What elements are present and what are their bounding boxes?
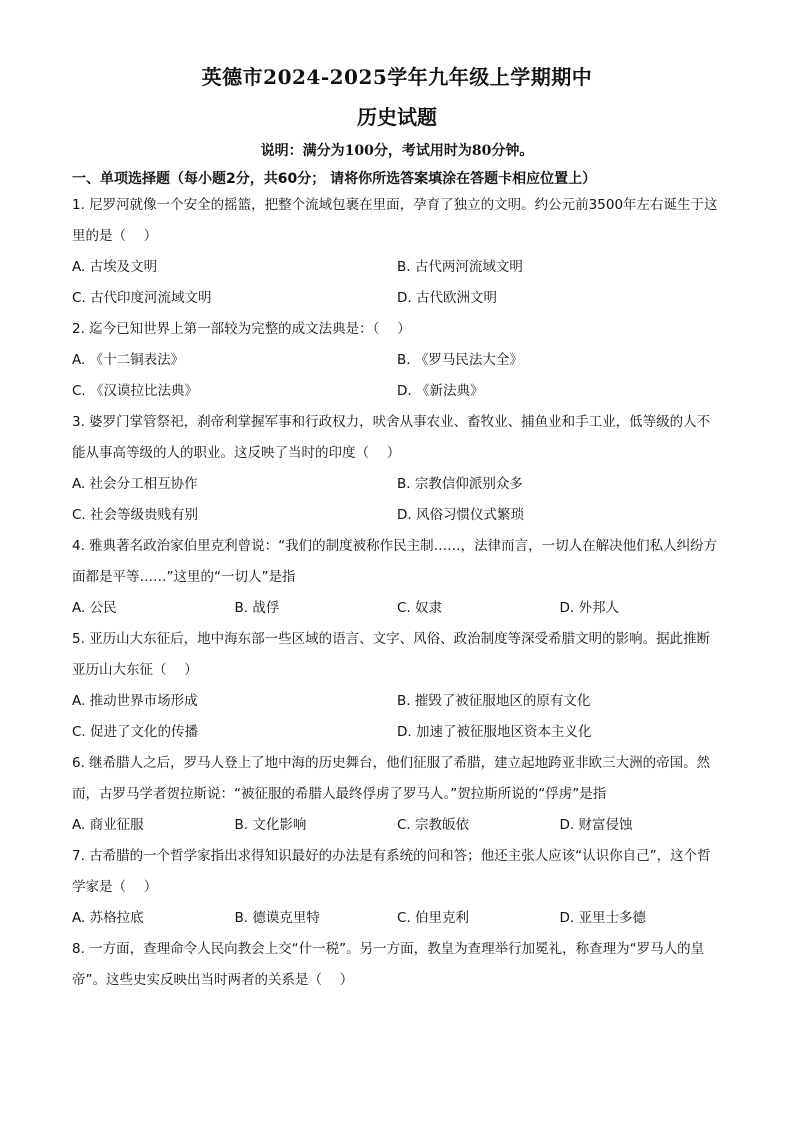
question-1	[72, 190, 722, 314]
option-d: D. 风俗习惯仪式繁琐	[397, 507, 524, 523]
option-b: B. 宗教信仰派别众多	[397, 476, 523, 492]
option-c: C. 宗教皈依	[397, 817, 470, 833]
option-c: C. 奴隶	[397, 600, 443, 616]
question-stem: 3. 婆罗门掌管祭祀，刹帝利掌握军事和行政权力，吠舍从事农业、畜牧业、捕鱼业和手工业，低等级的人不能从事高等级的人的职业。这反映了当时的印度（ ）	[72, 414, 711, 461]
exam-page	[72, 62, 722, 996]
question-options	[72, 593, 722, 624]
question-stem: 4. 雅典著名政治家伯里克利曾说：“我们的制度被称作民主制……，法律而言，一切人在解决他们私人纠纷方面都是平等……”这里的“一切人”是指	[72, 538, 718, 585]
question-options	[72, 810, 722, 841]
option-a: A. 社会分工相互协作	[72, 476, 198, 492]
option-d: D. 财富侵蚀	[559, 817, 633, 833]
question-stem: 1. 尼罗河就像一个安全的摇篮，把整个流域包裹在里面，孕育了独立的文明。约公元前3500年左右诞生于这里的是（ ）	[72, 197, 718, 244]
question-options	[72, 903, 722, 934]
question-options	[72, 345, 722, 407]
exam-notice: 说明：满分为100分，考试用时为80分钟。	[260, 143, 534, 159]
option-a: A. 推动世界市场形成	[72, 693, 198, 709]
option-c: C. 《汉谟拉比法典》	[72, 383, 199, 399]
question-4	[72, 531, 722, 624]
option-b: B. 《罗马民法大全》	[397, 352, 523, 368]
option-b: B. 摧毁了被征服地区的原有文化	[397, 693, 591, 709]
question-stem: 5. 亚历山大东征后，地中海东部一些区域的语言、文字、风俗、政治制度等深受希腊文明的影响。据此推断亚历山大东征（ ）	[72, 631, 711, 678]
exam-title: 英德市2024-2025学年九年级上学期期中	[201, 65, 593, 89]
question-stem: 6. 继希腊人之后，罗马人登上了地中海的历史舞台，他们征服了希腊，建立起地跨亚非欧三大洲的帝国。然而，古罗马学者贺拉斯说：“被征服的希腊人最终俘虏了罗马人。”贺拉斯所说的“俘虏”是指	[72, 755, 711, 802]
option-b: B. 文化影响	[234, 817, 307, 833]
section-heading: 一、单项选择题（每小题2分，共60分； 请将你所选答案填涂在答题卡相应位置上）	[72, 171, 597, 187]
option-c: C. 社会等级贵贱有别	[72, 507, 199, 523]
option-b: B. 古代两河流域文明	[397, 259, 523, 275]
question-stem: 7. 古希腊的一个哲学家指出求得知识最好的办法是有系统的问和答；他还主张人应该“认识你自己”，这个哲学家是（ ）	[72, 848, 711, 895]
option-d: D. 亚里士多德	[559, 910, 646, 926]
question-options	[72, 686, 722, 748]
option-c: C. 古代印度河流域文明	[72, 290, 212, 306]
option-a: A. 苏格拉底	[72, 910, 144, 926]
option-d: D. 外邦人	[559, 600, 619, 616]
question-stem: 8. 一方面，查理命令人民向教会上交“什一税”。另一方面，教皇为查理举行加冕礼，称查理为“罗马人的皇帝”。这些史实反映出当时两者的关系是（ ）	[72, 941, 705, 988]
option-b: B. 战俘	[234, 600, 280, 616]
option-c: C. 伯里克利	[397, 910, 470, 926]
question-6	[72, 748, 722, 841]
question-2	[72, 314, 722, 407]
option-d: D. 《新法典》	[397, 383, 484, 399]
option-a: A. 古埃及文明	[72, 259, 158, 275]
option-b: B. 德谟克里特	[234, 910, 320, 926]
option-d: D. 加速了被征服地区资本主义化	[397, 724, 592, 740]
question-options	[72, 469, 722, 531]
option-a: A. 商业征服	[72, 817, 144, 833]
question-8	[72, 934, 722, 996]
option-c: C. 促进了文化的传播	[72, 724, 199, 740]
option-d: D. 古代欧洲文明	[397, 290, 497, 306]
exam-subtitle: 历史试题	[357, 105, 437, 129]
option-a: A. 《十二铜表法》	[72, 352, 185, 368]
question-stem: 2. 迄今已知世界上第一部较为完整的成文法典是：（ ）	[72, 321, 411, 337]
question-7	[72, 841, 722, 934]
question-5	[72, 624, 722, 748]
question-options	[72, 252, 722, 314]
option-a: A. 公民	[72, 600, 117, 616]
question-3	[72, 407, 722, 531]
